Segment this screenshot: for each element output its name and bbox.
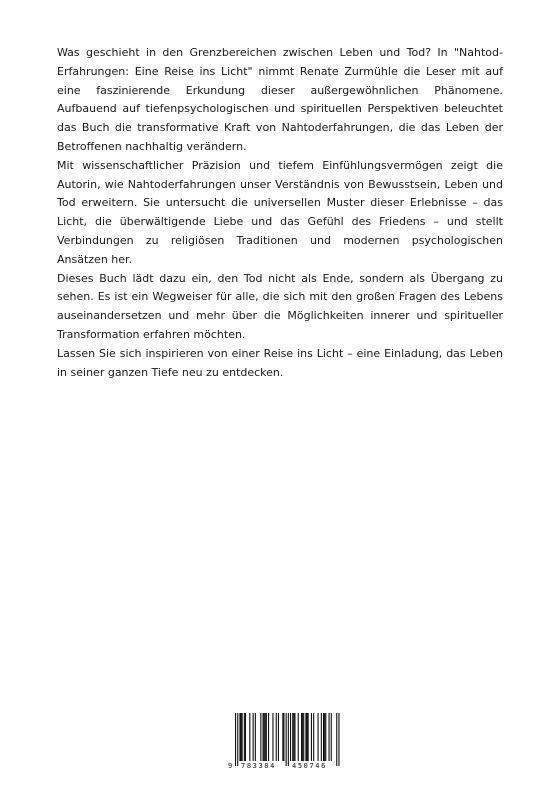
- barcode-bar: [303, 713, 304, 761]
- barcode-bar: [260, 713, 261, 761]
- barcode-bar: [263, 713, 264, 761]
- barcode-bar: [321, 713, 322, 761]
- barcode-bar: [235, 713, 236, 766]
- barcode-bar: [329, 713, 330, 761]
- barcode-bar: [265, 713, 266, 761]
- barcode-bar: [239, 713, 240, 761]
- barcode-bar: [241, 713, 242, 761]
- barcode-bar: [242, 713, 243, 761]
- barcode-bar: [286, 713, 287, 766]
- barcode-bar: [255, 713, 256, 761]
- blurb-text: [57, 44, 503, 382]
- barcode-bar: [323, 713, 324, 761]
- barcode-bar: [244, 713, 245, 761]
- barcode-lead-digit: 9: [228, 762, 233, 770]
- blurb-paragraph-4: Lassen Sie sich inspirieren von einer Reise ins Licht – eine Einladung, das Leben in seiner ganzen Tiefe neu zu entdecken.: [57, 346, 503, 379]
- barcode-bar: [268, 713, 269, 761]
- barcode-bar: [305, 713, 306, 761]
- barcode-bar: [336, 713, 337, 766]
- barcode-bar: [272, 713, 273, 761]
- barcode-bar: [266, 713, 267, 761]
- barcode-bar: [307, 713, 308, 761]
- barcode-bar: [293, 713, 294, 761]
- barcode-bar: [324, 713, 325, 761]
- barcode-bar: [302, 713, 303, 761]
- barcode-bar: [282, 713, 283, 761]
- barcode-bar: [264, 713, 265, 761]
- barcode-bar: [301, 713, 302, 761]
- barcode-bar: [318, 713, 319, 761]
- barcode-bar: [245, 713, 246, 761]
- barcode-bar: [237, 713, 238, 766]
- barcode-bar: [249, 713, 250, 761]
- barcode-bar: [298, 713, 299, 761]
- barcode-bar: [253, 713, 254, 761]
- blurb-paragraph-2: Mit wissenschaftlicher Präzision und tiefem Einfühlungsvermögen zeigt die Autorin, wie Nahtoderfahrungen unser Verständnis von Bewusstsein, Leben und Tod erweitern. Sie untersucht die universellen Muster dieser Erlebnisse – das Licht, die überwältigende Liebe und das Gefühl des Friedens – und stellt Verbindungen zu religiösen Traditionen und modernen psychologischen Ansätzen her.: [57, 158, 503, 266]
- barcode-bar: [294, 713, 295, 761]
- barcode-bar: [313, 713, 314, 761]
- barcode-bar: [325, 713, 326, 761]
- barcode-bar: [292, 713, 293, 761]
- barcode-bar: [278, 713, 279, 761]
- barcode-bar: [338, 713, 339, 766]
- barcode-digits: [227, 762, 345, 772]
- barcode-group-2: 450746: [292, 762, 327, 770]
- barcode-group-1: 783384: [241, 762, 276, 770]
- isbn-barcode: [227, 712, 345, 772]
- barcode-bar: [308, 713, 309, 761]
- barcode-bar: [288, 713, 289, 766]
- blurb-paragraph-1: Was geschieht in den Grenzbereichen zwischen Leben und Tod? In "Nahtod-Erfahrungen: Eine Reise ins Licht" nimmt Renate Zurmühle die Leser mit auf eine faszinierende Erkundung dieser außergewöhnlichen Phänomene. Aufbauend auf tiefenpsychologischen und spirituellen Perspektiven beleuchtet das Buch die transformative Kraft von Nahtoderfahrungen, die das Leben der Betroffenen nachhaltig verändern.: [57, 46, 503, 153]
- barcode-bar: [276, 713, 277, 761]
- barcode-bar: [283, 713, 284, 761]
- blurb-paragraph-3: Dieses Buch lädt dazu ein, den Tod nicht als Ende, sondern als Übergang zu sehen. Es ist ein Wegweiser für alle, die sich mit den großen Fragen des Lebens auseinandersetzen und mehr über die Möglichkeiten innerer und spiritueller Transformation erfahren möchten.: [57, 271, 503, 341]
- barcode-bar: [290, 713, 291, 761]
- barcode-bar: [331, 713, 332, 761]
- barcode-bar: [311, 713, 312, 761]
